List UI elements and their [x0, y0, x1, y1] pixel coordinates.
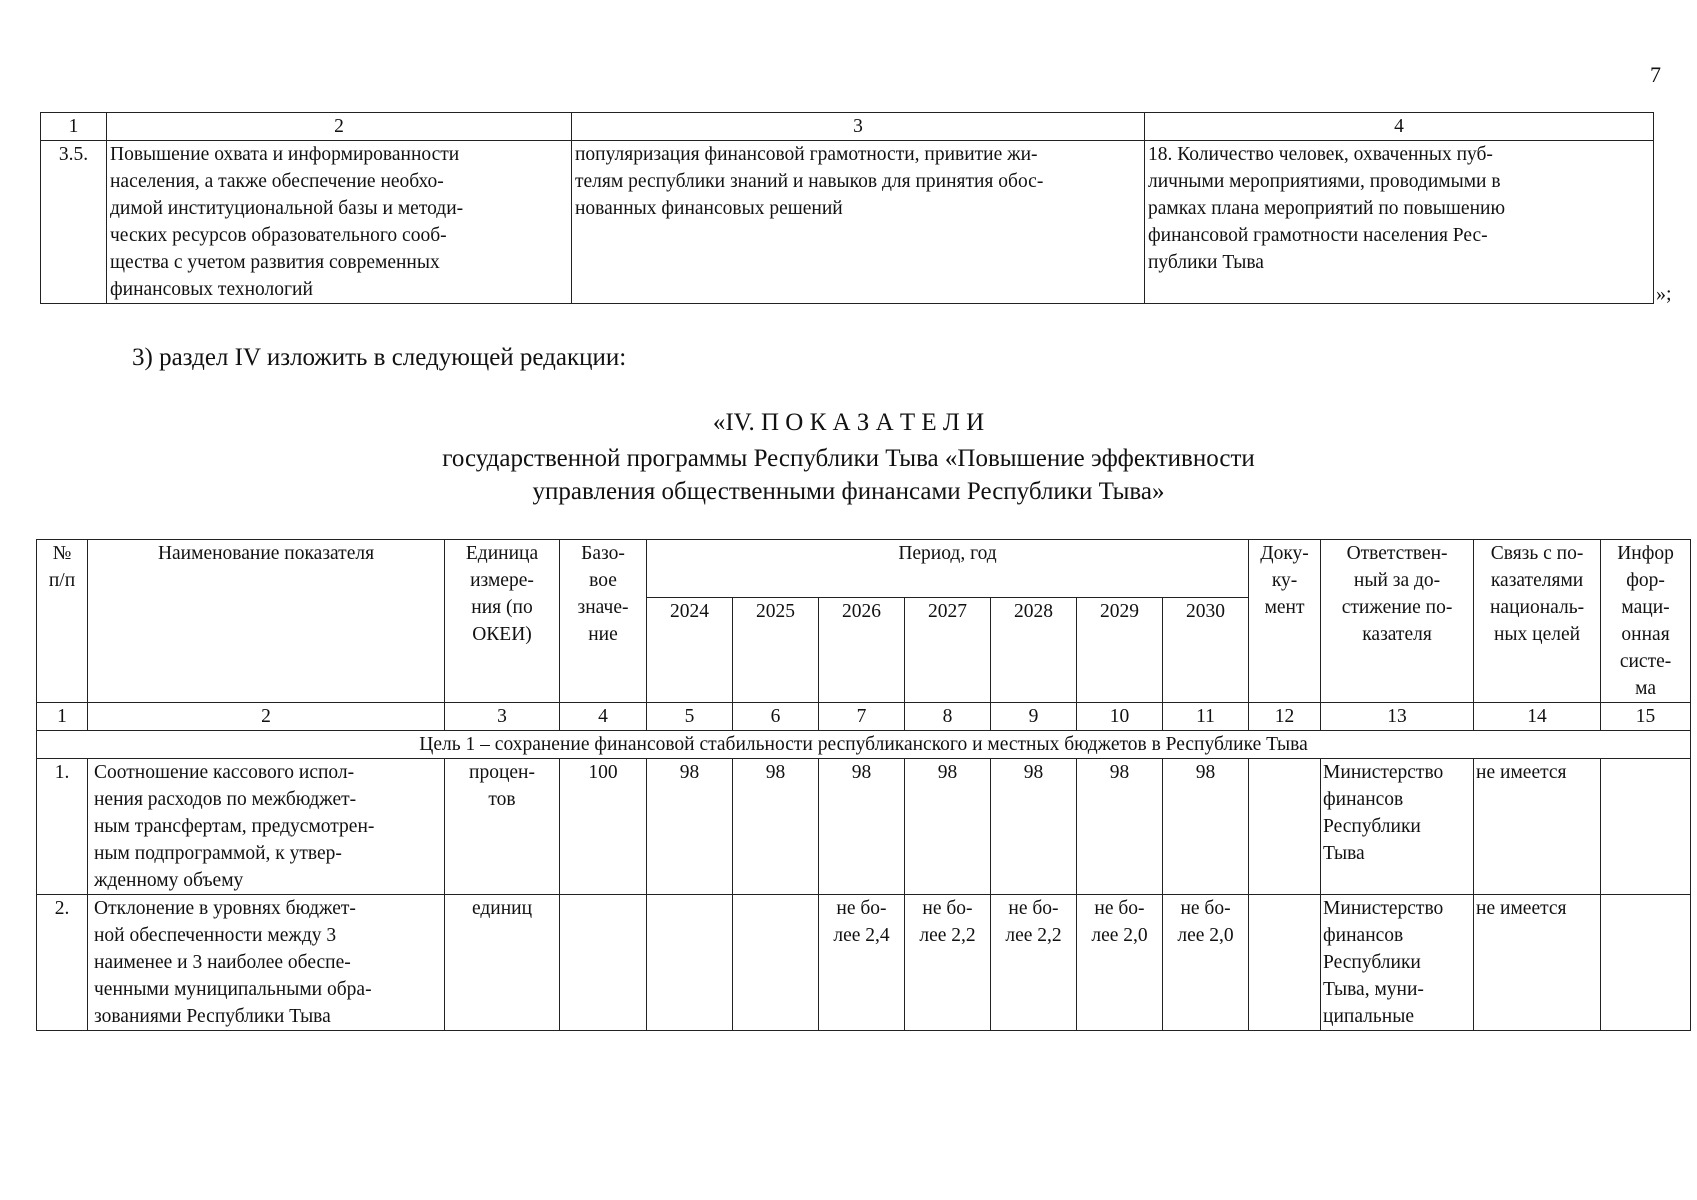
header-period: Период, год	[647, 540, 1249, 598]
column-number: 5	[647, 703, 733, 731]
header-year: 2030	[1163, 598, 1249, 703]
link-cell: не имеется	[1474, 895, 1601, 1031]
header-unit	[445, 540, 560, 703]
row-number: 2.	[37, 895, 88, 1031]
header-line: п/п	[48, 570, 76, 591]
header-line: националь-	[1490, 597, 1585, 618]
cell-line: наименее и 3 наиболее обеспе-	[94, 952, 351, 973]
cell-line: 18. Количество человек, охваченных пуб-	[1148, 144, 1493, 165]
column-number: 6	[733, 703, 819, 731]
header-year: 2025	[733, 598, 819, 703]
column-number: 15	[1601, 703, 1691, 731]
cell-line: процен-	[469, 762, 535, 783]
cell-line: ным подпрограммой, к утвер-	[94, 843, 342, 864]
goal-row	[37, 731, 1691, 759]
header-doc	[1249, 540, 1321, 703]
cell-line: Тыва	[1323, 843, 1365, 864]
header-line: Доку-	[1260, 543, 1309, 564]
cell-line: Повышение охвата и информированности	[110, 144, 460, 165]
header-year: 2024	[647, 598, 733, 703]
page-number: 7	[1650, 62, 1661, 87]
cell-line: личными мероприятиями, проводимыми в	[1148, 171, 1501, 192]
column-number: 12	[1249, 703, 1321, 731]
header-info-system	[1601, 540, 1691, 703]
document-cell	[1249, 895, 1321, 1031]
header-line: Единица	[465, 543, 539, 564]
info-system-cell	[1601, 759, 1691, 895]
year-value: 98	[1163, 759, 1249, 895]
row-number: 3.5.	[41, 141, 107, 304]
header-line: №	[52, 543, 72, 564]
header-line: мент	[1264, 597, 1305, 618]
cell-line: телям республики знаний и навыков для принятия обос-	[575, 171, 1044, 192]
cell-line: финансов	[1323, 789, 1404, 810]
cell-line: Министерство	[1323, 762, 1444, 783]
header-year: 2026	[819, 598, 905, 703]
column-number: 4	[1145, 113, 1654, 141]
year-value: не бо- лее 2,2	[991, 895, 1077, 1031]
indicator-name	[88, 895, 445, 1031]
column-number: 10	[1077, 703, 1163, 731]
goal-text: Цель 1 – сохранение финансовой стабильности республиканского и местных бюджетов в Республике Тыва	[37, 731, 1691, 759]
header-line: казателями	[1490, 570, 1584, 591]
cell-line: финансовой грамотности населения Рес-	[1148, 225, 1488, 246]
cell-line: Тыва, муни-	[1323, 979, 1424, 1000]
column-number: 2	[107, 113, 572, 141]
cell-line: финансовых технологий	[110, 279, 313, 300]
column-number: 4	[560, 703, 647, 731]
column-number: 13	[1321, 703, 1474, 731]
indicators-table	[36, 539, 1691, 1031]
cell-line: ческих ресурсов образовательного сооб-	[110, 225, 447, 246]
year-value	[647, 895, 733, 1031]
task-cell	[107, 141, 572, 304]
header-row	[37, 540, 1691, 598]
year-value: 98	[991, 759, 1077, 895]
year-value: 98	[905, 759, 991, 895]
section-subtitle-line-1: государственной программы Республики Тыва «Повышение эффективности	[442, 445, 1255, 472]
info-system-cell	[1601, 895, 1691, 1031]
header-responsible	[1321, 540, 1474, 703]
header-line: ных целей	[1494, 624, 1581, 645]
cell-line: нованных финансовых решений	[575, 198, 843, 219]
row-number: 1.	[37, 759, 88, 895]
column-number: 9	[991, 703, 1077, 731]
cell-line: Соотношение кассового испол-	[94, 762, 355, 783]
header-line: ния (по	[471, 597, 533, 618]
cell-line: жденному объему	[94, 870, 244, 891]
header-line: стижение по-	[1341, 597, 1453, 618]
column-number: 8	[905, 703, 991, 731]
section-title: «IV. П О К А З А Т Е Л И	[712, 409, 985, 436]
cell-line: ципальные	[1323, 1006, 1414, 1027]
header-line: казателя	[1362, 624, 1432, 645]
table-row	[37, 759, 1691, 895]
year-value: не бо- лее 2,0	[1163, 895, 1249, 1031]
cell-line: тов	[488, 789, 516, 810]
header-line: ОКЕИ)	[472, 624, 532, 645]
header-year: 2029	[1077, 598, 1163, 703]
cell-line: финансов	[1323, 925, 1404, 946]
responsible-cell	[1321, 895, 1474, 1031]
cell-line: Республики	[1323, 952, 1421, 973]
header-name: Наименование показателя	[88, 540, 445, 703]
header-link	[1474, 540, 1601, 703]
amendment-text: 3) раздел IV изложить в следующей редакции:	[132, 344, 627, 371]
cell-line: ченными муниципальными обра-	[94, 979, 372, 1000]
header-line: Ответствен-	[1346, 543, 1448, 564]
column-number-row	[37, 703, 1691, 731]
cell-line: населения, а также обеспечение необхо-	[110, 171, 444, 192]
header-line: онная	[1621, 624, 1670, 645]
header-line: ный за до-	[1353, 570, 1441, 591]
header-year: 2028	[991, 598, 1077, 703]
cell-line: публики Тыва	[1148, 252, 1264, 273]
column-number: 1	[37, 703, 88, 731]
header-year: 2027	[905, 598, 991, 703]
year-value: 98	[1077, 759, 1163, 895]
cell-line: популяризация финансовой грамотности, привитие жи-	[575, 144, 1038, 165]
year-value: 98	[819, 759, 905, 895]
column-number: 3	[445, 703, 560, 731]
cell-line: ной обеспеченности между 3	[94, 925, 337, 946]
header-line: значе-	[577, 597, 629, 618]
column-number: 3	[572, 113, 1145, 141]
closing-quote: »;	[1656, 283, 1672, 305]
column-number: 1	[41, 113, 107, 141]
header-line: систе-	[1619, 651, 1672, 672]
column-number: 14	[1474, 703, 1601, 731]
header-line: ку-	[1271, 570, 1298, 591]
column-number-row	[41, 113, 1654, 141]
cell-line: нения расходов по межбюджет-	[94, 789, 357, 810]
year-value: не бо- лее 2,4	[819, 895, 905, 1031]
header-line: ние	[588, 624, 618, 645]
base-value: 100	[560, 759, 647, 895]
year-value: 98	[647, 759, 733, 895]
indicator-name	[88, 759, 445, 895]
base-value	[560, 895, 647, 1031]
column-number: 11	[1163, 703, 1249, 731]
indicator-cell	[1145, 141, 1654, 304]
document-cell	[1249, 759, 1321, 895]
link-cell: не имеется	[1474, 759, 1601, 895]
table-row	[37, 895, 1691, 1031]
header-line: фор-	[1626, 570, 1665, 591]
cell-line: Отклонение в уровнях бюджет-	[94, 898, 356, 919]
header-line: Связь с по-	[1490, 543, 1584, 564]
header-line: вое	[589, 570, 617, 591]
section-subtitle-line-2: управления общественными финансами Республики Тыва»	[532, 478, 1165, 505]
column-number: 2	[88, 703, 445, 731]
year-value: не бо- лее 2,2	[905, 895, 991, 1031]
header-num	[37, 540, 88, 703]
cell-line: единиц	[471, 898, 533, 919]
cell-line: димой институциональной базы и методи-	[110, 198, 464, 219]
column-number: 7	[819, 703, 905, 731]
header-line: Инфор	[1617, 543, 1674, 564]
unit-cell	[445, 759, 560, 895]
cell-line: ным трансфертам, предусмотрен-	[94, 816, 375, 837]
cell-line: щества с учетом развития современных	[110, 252, 440, 273]
year-value: 98	[733, 759, 819, 895]
year-value: не бо- лее 2,0	[1077, 895, 1163, 1031]
previous-section-table	[40, 112, 1654, 304]
unit-cell	[445, 895, 560, 1031]
effect-cell	[572, 141, 1145, 304]
cell-line: Министерство	[1323, 898, 1444, 919]
cell-line: зованиями Республики Тыва	[94, 1006, 331, 1027]
header-line: Базо-	[581, 543, 625, 564]
responsible-cell	[1321, 759, 1474, 895]
cell-line: рамках плана мероприятий по повышению	[1148, 198, 1506, 219]
header-line: маци-	[1621, 597, 1670, 618]
header-base	[560, 540, 647, 703]
cell-line: Республики	[1323, 816, 1421, 837]
year-value	[733, 895, 819, 1031]
table-row	[41, 141, 1654, 304]
header-line: ма	[1635, 678, 1656, 699]
header-line: измере-	[470, 570, 534, 591]
